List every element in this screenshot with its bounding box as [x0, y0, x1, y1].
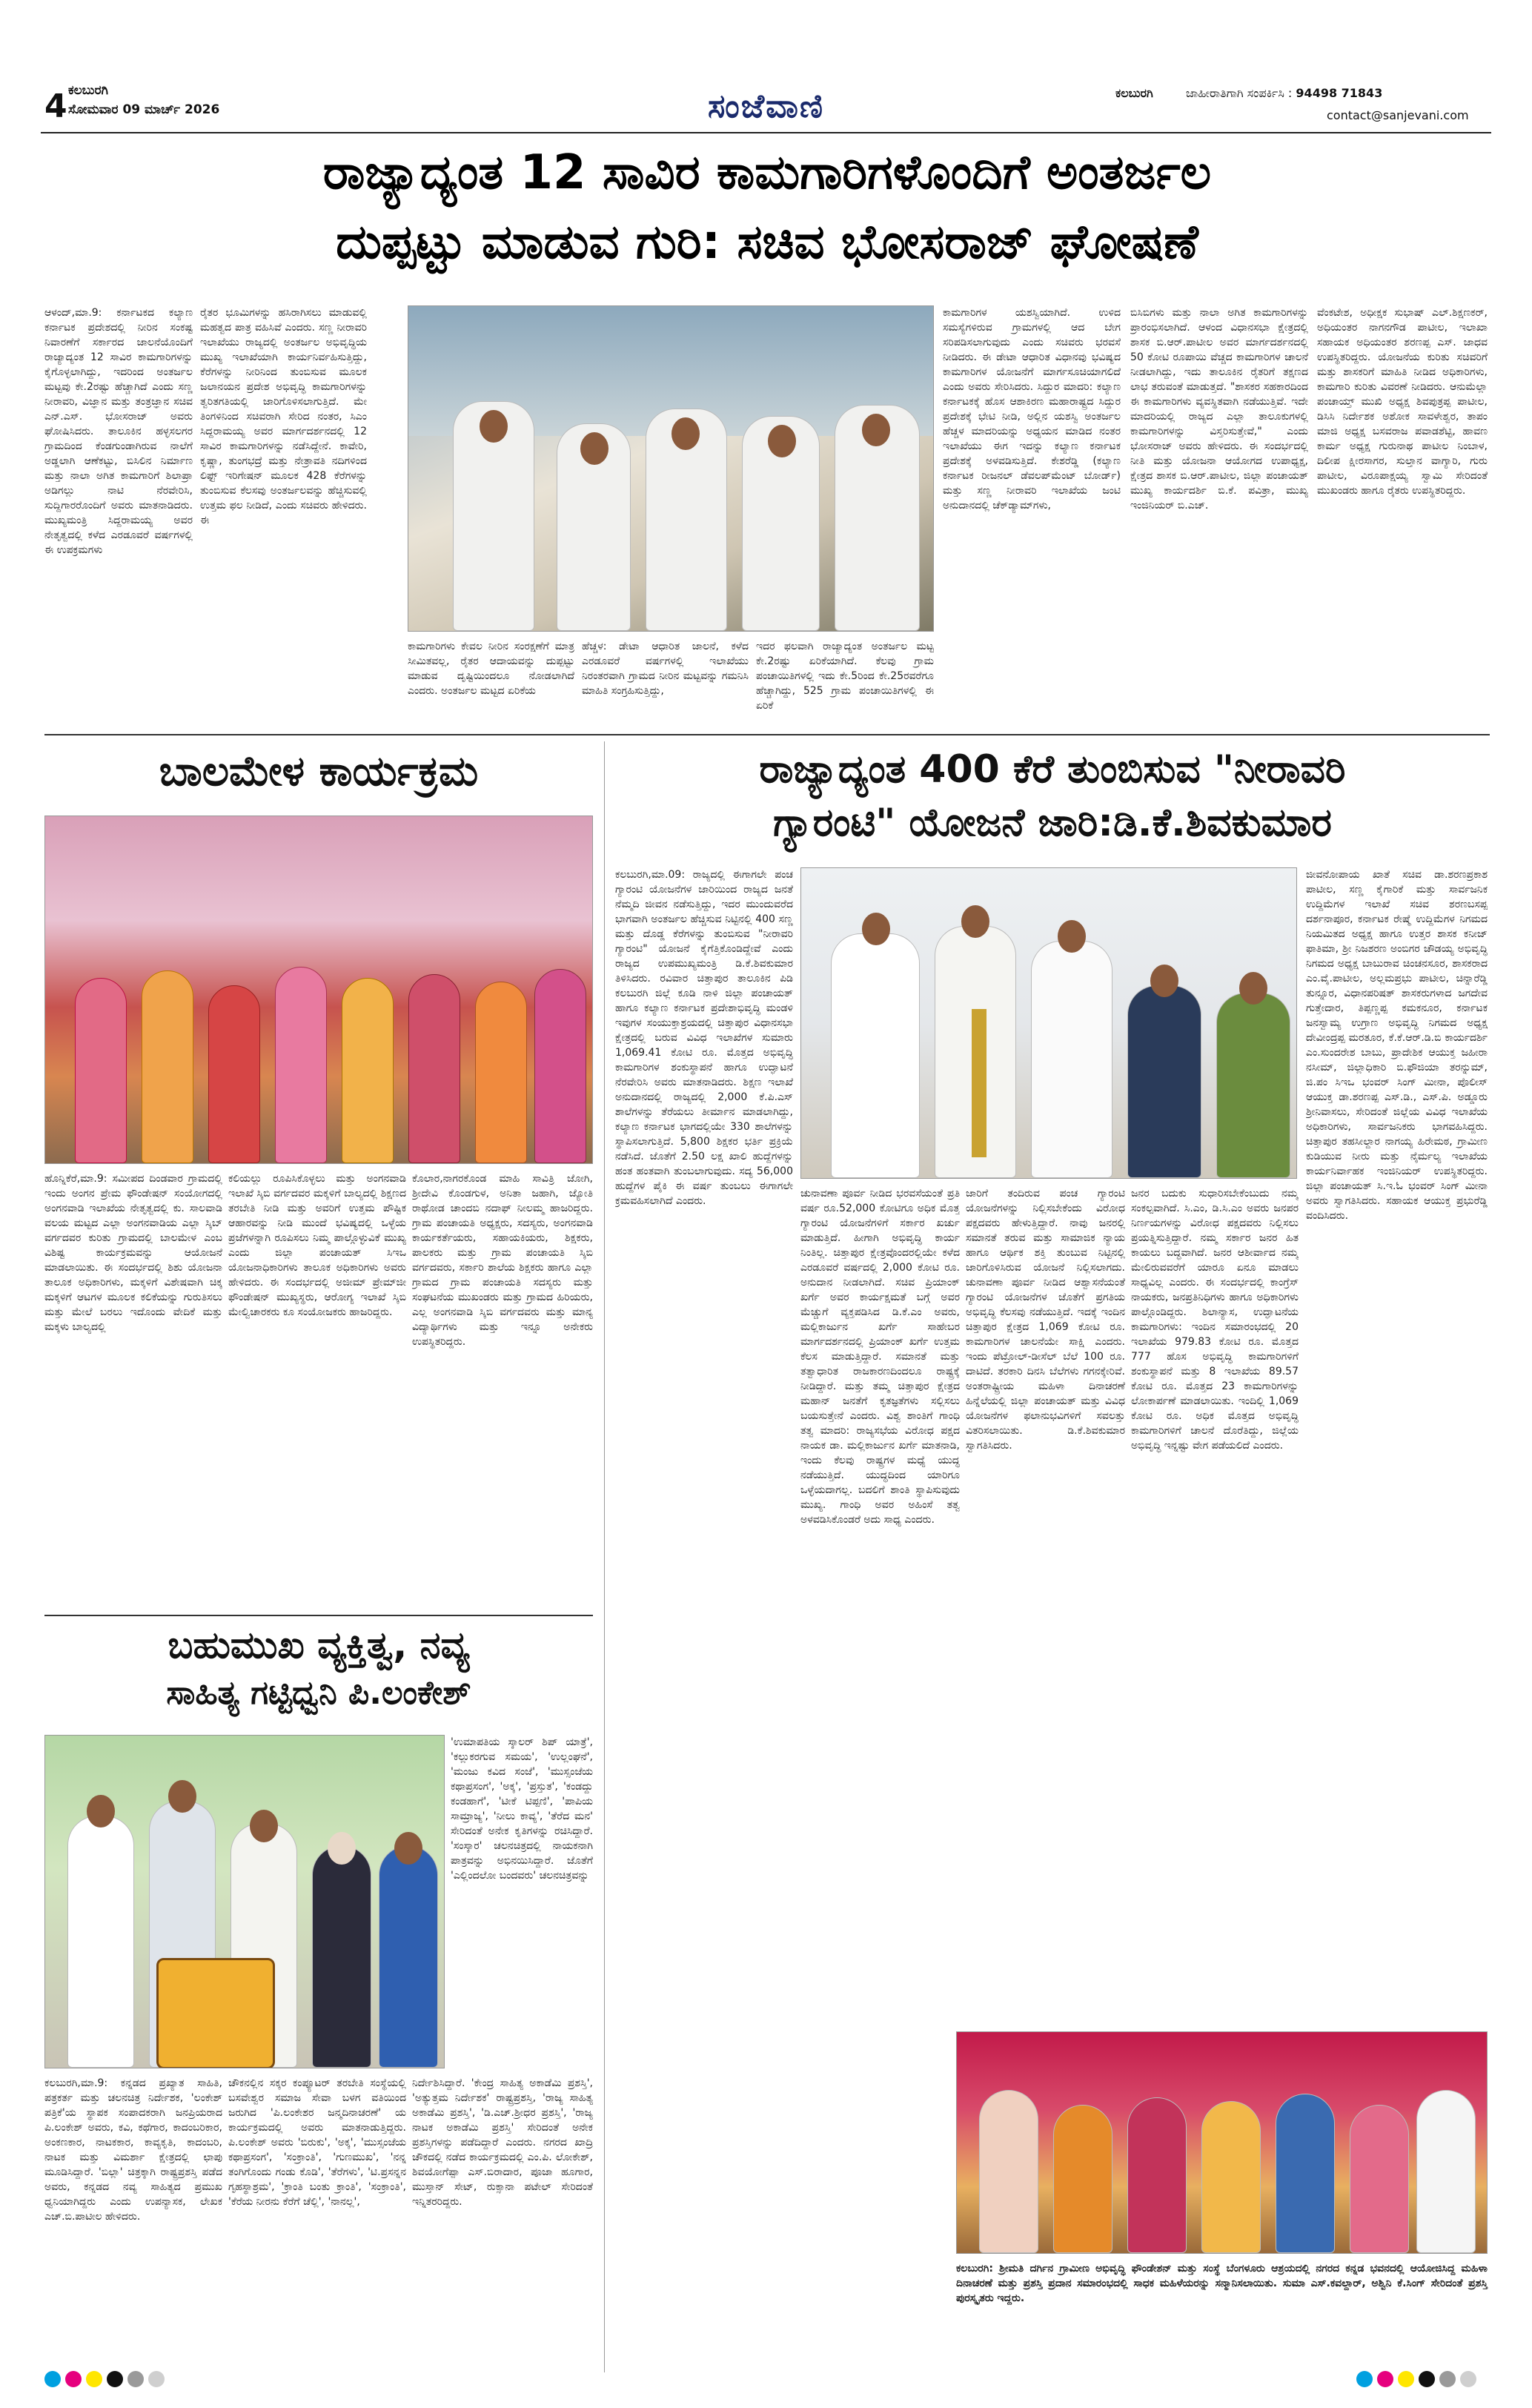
- story1-photo: [408, 305, 934, 632]
- story4-col2: ಚುನಾವಣಾ ಪೂರ್ವ ನೀಡಿದ ಭರವಸೆಯಂತೆ ಪ್ರತಿ ವರ್ಷ ರೂ.52,000 ಕೋಟಿಗೂ ಅಧಿಕ ಮೊತ್ತ ಗ್ಯಾರಂಟಿ ಯೋಜನೆಗಳಿಗೆ ಸರ್ಕಾರ ಖರ್ಚು ಮಾಡುತ್ತಿದೆ. ಹೀಗಾಗಿ ಅಭಿವೃದ್ಧಿ ಕಾರ್ಯ ನಿಂತಿಲ್ಲ. ಚಿತ್ತಾಪುರ ಕ್ಷೇತ್ರವೊಂದರಲ್ಲಿಯೇ ಕಳೆದ ಎರಡೂವರೆ ವರ್ಷದಲ್ಲಿ 2,000 ಕೋಟಿ ರೂ. ಅನುದಾನ ನೀಡಲಾಗಿದೆ. ಸಚಿವ ಪ್ರಿಯಾಂಕ್ ಖರ್ಗೆ ಅವರ ಕಾರ್ಯಕ್ಷಮತೆ ಬಗ್ಗೆ ಅವರ ಮೆಚ್ಚುಗೆ ವ್ಯಕ್ತಪಡಿಸಿದ ಡಿ.ಕೆ.ಎಂ ಅವರು, ಮಲ್ಲಿಕಾರ್ಜುನ ಖರ್ಗೆ ಸಾಹೇಬರ ಮಾರ್ಗದರ್ಶನದಲ್ಲಿ ಪ್ರಿಯಾಂಕ್ ಖರ್ಗೆ ಉತ್ತಮ ಕೆಲಸ ಮಾಡುತ್ತಿದ್ದಾರೆ. ಸಮಾನತೆ ಮತ್ತು ತತ್ವಾಧಾರಿತ ರಾಜಕಾರಣದಿಂದಲೂ ರಾಷ್ಟ್ರಕ್ಕೆ ನೀಡಿದ್ದಾರೆ. ಮತ್ತು ತಮ್ಮ ಚಿತ್ತಾಪುರ ಕ್ಷೇತ್ರದ ಮಹಾನ್ ಜನತೆಗೆ ಕೃತಜ್ಞತೆಗಳು ಸಲ್ಲಿಸಲು ಬಯಸುತ್ತೇನೆ ಎಂದರು. ವಿಶ್ವ ಶಾಂತಿಗೆ ಗಾಂಧಿ ತತ್ವ ಮಾದರಿ: ರಾಜ್ಯಸಭೆಯ ವಿರೋಧ ಪಕ್ಷದ ನಾಯಕ ಡಾ. ಮಲ್ಲಿಕಾರ್ಜುನ ಖರ್ಗೆ ಮಾತನಾಡಿ, ಇಂದು ಕೆಲವು ರಾಷ್ಟ್ರಗಳ ಮಧ್ಯೆ ಯುದ್ಧ ನಡೆಯುತ್ತಿದೆ. ಯುದ್ಧದಿಂದ ಯಾರಿಗೂ ಒಳ್ಳೆಯದಾಗಲ್ಲ. ಬದಲಿಗೆ ಶಾಂತಿ ಸ್ಥಾಪಿಸುವುದು ಮುಖ್ಯ. ಗಾಂಧಿ ಅವರ ಅಹಿಂಸೆ ತತ್ವ ಅಳವಡಿಸಿಕೊಂಡರೆ ಅದು ಸಾಧ್ಯ ಎಂದರು.: [800, 1188, 960, 1526]
- story1-col4: ಹೆಚ್ಚಳ: ಡೇಟಾ ಆಧಾರಿತ ಜಾಲನೆ, ಕಳೆದ ಎರಡೂವರೆ ವರ್ಷಗಳಲ್ಲಿ ಇಲಾಖೆಯು ನಿರಂತರವಾಗಿ ಗ್ರಾಮದ ನೀರಿನ ಮಟ್ಟವನ್ನು ಗಮನಿಸಿ ಮಾಹಿತಿ ಸಂಗ್ರಹಿಸುತ್ತಿದ್ದು,: [582, 641, 749, 697]
- story3-col2: ಚೌಕನಲ್ಲಿನ ಸಕ್ಕರ ಕಂಪ್ಯೂಟರ್ ತರಬೇತಿ ಸಂಸ್ಥೆಯಲ್ಲಿ ಬಸವೇಶ್ವರ ಸಮಾಜ ಸೇವಾ ಬಳಗ ವತಿಯಿಂದ ಜರುಗಿದ 'ಪಿ.ಲಂಕೇಶರ ಜನ್ಮದಿನಾಚರಣೆ' ಯ ಕಾರ್ಯಕ್ರಮದಲ್ಲಿ ಅವರು ಮಾತನಾಡುತ್ತಿದ್ದರು. ಪಿ.ಲಂಕೇಶ್ ಅವರು 'ಬಿರುಕು', 'ಅಕ್ಕ', 'ಮುಸ್ಸಂಜೆಯ ಕಥಾಪ್ರಸಂಗ', 'ಸಂಕ್ರಾಂತಿ', 'ಗುಣಮುಖ', 'ನನ್ನ ತಂಗಿಗೊಂದು ಗಂಡು ಕೊಡಿ', 'ತೆರೆಗಳು', 'ಟಿ.ಪ್ರಸನ್ನನ ಗೃಹಸ್ಥಾಶ್ರಮ', 'ಕ್ರಾಂತಿ ಬಂತು ಕ್ರಾಂತಿ', 'ಸಂಕ್ರಾಂತಿ', 'ಕೆರೆಯ ನೀರನು ಕೆರೆಗೆ ಚೆಲ್ಲಿ', 'ನಾನಲ್ಲ',: [228, 2077, 406, 2208]
- color-dot-yellow: [86, 2371, 102, 2387]
- story3-col3: ನಿರ್ದೇಶಿಸಿದ್ದಾರೆ. 'ಕೇಂದ್ರ ಸಾಹಿತ್ಯ ಅಕಾಡೆಮಿ ಪ್ರಶಸ್ತಿ', 'ಅತ್ಯುತ್ತಮ ನಿರ್ದೇಶಕ' ರಾಷ್ಟ್ರಪ್ರಶಸ್ತಿ, 'ರಾಜ್ಯ ಸಾಹಿತ್ಯ ಅಕಾಡೆಮಿ ಪ್ರಶಸ್ತಿ', 'ಡಿ.ಎಚ್.ಶ್ರೀಧರ ಪ್ರಶಸ್ತಿ', 'ರಾಜ್ಯ ನಾಟಕ ಅಕಾಡೆಮಿ ಪ್ರಶಸ್ತಿ' ಸೇರಿದಂತೆ ಅನೇಕ ಪ್ರಶಸ್ತಿಗಳನ್ನು ಪಡೆದಿದ್ದಾರೆ ಎಂದರು. ನಗರದ ಖಾದ್ರಿ ಚೌಕದಲ್ಲಿ ನಡೆದ ಕಾರ್ಯಕ್ರಮದಲ್ಲಿ ಎಂ.ಪಿ. ಲೋಕೇಶ್, ಶಿವಯೋಗೆಪ್ಪಾ ಎಸ್.ಬಿರಾದಾರ, ಪೂಜಾ ಹೂಗಾರ, ಮುಸ್ತಾನ್ ಸೇಟ್, ರುಕ್ಸಾನಾ ಪಟೇಲ್ ಸೇರಿದಂತೆ ಇನ್ನಿತರರಿದ್ದರು.: [412, 2077, 593, 2208]
- story4-photo-caption: ಕಲಬುರಗಿ: ಶ್ರೀಮತಿ ದರ್ಗಿನ ಗ್ರಾಮೀಣ ಅಭಿವೃದ್ಧಿ ಫೌಂಡೇಶನ್ ಮತ್ತು ಸಂಸ್ಥೆ ಬೆಂಗಳೂರು ಆಶ್ರಯದಲ್ಲಿ ನಗರದ ಕನ್ನಡ ಭವನದಲ್ಲಿ ಆಯೋಜಿಸಿದ್ದ ಮಹಿಳಾ ದಿನಾಚರಣೆ ಮತ್ತು ಪ್ರಶಸ್ತಿ ಪ್ರದಾನ ಸಮಾರಂಭದಲ್ಲಿ ಸಾಧಕ ಮಹಿಳೆಯರನ್ನು ಸನ್ಮಾನಿಸಲಾಯಿತು. ಸುಮಾ ಎಸ್.ಕವಲ್ದಾರ್, ಅಶ್ವಿನಿ ಕೆ.ಸಿಂಗ್ ಸೇರಿದಂತೆ ಪ್ರಶಸ್ತಿ ಪುರಸ್ಕೃತರು ಇದ್ದರು.: [956, 2263, 1488, 2304]
- color-dot-light: [1460, 2371, 1476, 2387]
- story1-col8: ವೆಂಕಟೇಶ, ಅಧೀಕ್ಷಕ ಸುಭಾಷ್ ಎಲ್.ಶಿಕ್ಷಣಕರ್, ಅಧಿಯಂತರ ನಾಗನಗೌಡ ಪಾಟೀಲ, ಇಲಾಖಾ ಸಹಾಯಕ ಅಧಿಯಂತರ ಶರಣಪ್ಪ ಎಸ್. ಜಾಧವ ಉಪಸ್ಥಿತರಿದ್ದರು. ಯೋಜನೆಯ ಕುರಿತು ಸಚಿವರಿಗೆ ಮತ್ತು ಶಾಸಕರಿಗೆ ಮಾಹಿತಿ ನೀಡಿದ ಅಧಿಕಾರಿಗಳು, ಕಾಮಗಾರಿ ಕುರಿತು ವಿವರಣೆ ನೀಡಿದರು. ಆನುಮೆಲ್ಲಾ ಪಂಚಾಯ್ತ್ ಮುಖಿ ಅಧ್ಯಕ್ಷ ಶಿವಪುತ್ರಪ್ಪ ಪಾಟೀಲ, ಡಿಸಿಸಿ ನಿರ್ದೇಶಕ ಅಶೋಕ ಸಾವಳೇಶ್ವರ, ತಾಪಂ ಮಾಜಿ ಅಧ್ಯಕ್ಷ ಬಸವರಾಜ ಪವಾಡಶೆಟ್ಟಿ, ಹಾವಣ ಕಾರ್ಮ ಅಧ್ಯಕ್ಷ ಗುರುನಾಥ ಪಾಟೀಲ ನಿಂಬಾಳ, ದಿಲೀಪ ಕ್ಷೀರಸಾಗರ, ಸುಲ್ತಾನ ವಾಗ್ಯಾರಿ, ಗುರು ಪಾಟೀಲ, ವಿರೂಪಾಕ್ಷಯ್ಯ ಸ್ವಾಮಿ ಸೇರಿದಂತೆ ಮುಖಂಡರು ಹಾಗೂ ರೈತರು ಉಪಸ್ಥಿತರಿದ್ದರು.: [1317, 307, 1488, 497]
- story1-headline-line2: ದುಪ್ಪಟ್ಟು ಮಾಡುವ ಗುರಿ: ಸಚಿವ ಭೋಸರಾಜ್ ಘೋಷಣೆ: [336, 215, 1198, 270]
- story3-side-text: 'ಉಮಾಪತಿಯ ಸ್ಕಾಲರ್ ಶಿಪ್ ಯಾತ್ರೆ', 'ಕಲ್ಲುಕರಗುವ ಸಮಯ', 'ಉಲ್ಲಂಘನೆ', 'ಮಂಜು ಕವಿದ ಸಂಜೆ', 'ಮುಸ್ಸಂಜೆಯ ಕಥಾಪ್ರಸಂಗ', 'ಅಕ್ಕ', 'ಪ್ರಸ್ತುತ', 'ಕಂಡದ್ದು ಕಂಡಹಾಗೆ', 'ಟೀಕೆ ಟಿಪ್ಪಣಿ', 'ಪಾಪಿಯ ಸಾಮ್ರಾಜ್ಯ', 'ನೀಲು ಕಾವ್ಯ', 'ತೆರೆದ ಮನ' ಸೇರಿದಂತೆ ಅನೇಕ ಕೃತಿಗಳನ್ನು ರಚಿಸಿದ್ದಾರೆ. 'ಸಂಸ್ಕಾರ' ಚಲನಚಿತ್ರದಲ್ಲಿ ನಾಯಕನಾಗಿ ಪಾತ್ರವನ್ನು ಅಭಿನಯಿಸಿದ್ದಾರೆ. ಜೊತೆಗೆ 'ಎಲ್ಲಿಂದಲೋ ಬಂದವರು' ಚಲನಚಿತ್ರವನ್ನು: [451, 1736, 593, 1882]
- color-dot-cyan: [1356, 2371, 1373, 2387]
- story2-col2: ಕಲಿಯಲ್ಲು ರೂಪಿಸಿಕೊಳ್ಳಲು ಮತ್ತು ಅಂಗನವಾಡಿ ಇಲಾಖೆ ಸ್ಕಿಬಿ ವರ್ಗದವರ ಮಕ್ಕಳಿಗೆ ಬಾಲ್ಯದಲ್ಲಿ ಶಿಕ್ಷಣದ ತರಬೇತಿ ನೀಡಿ ಮತ್ತು ಅವರಿಗೆ ಉತ್ತಮ ಪೌಷ್ಟಿಕ ಆಹಾರವನ್ನು ನೀಡಿ ಮುಂದೆ ಭವಿಷ್ಯದಲ್ಲಿ ಒಳ್ಳೆಯ ಪ್ರಜೆಗಳನ್ನಾಗಿ ರೂಪಿಸಲು ನಿಮ್ಮ ಪಾಲ್ಗೊಳ್ಳುವಿಕೆ ಮುಖ್ಯ ಎಂದು ಜಿಲ್ಲಾ ಪಂಚಾಯತ್ ಸಿಇಒ ಯೋಜನಾಧಿಕಾರಿಗಳು ತಾಲೂಕ ಅಧಿಕಾರಿಗಳು ಅವರು ಹೇಳಿದರು. ಈ ಸಂದರ್ಭದಲ್ಲಿ ಅಜೀಮ್ ಪ್ರೇಮ್‌ಜೀ ಫೌಂಡೇಷನ್ ಮುಖ್ಯಸ್ಥರು, ಆರೋಗ್ಯ ಇಲಾಖೆ ಸ್ಕಿಬಿ ಮೇಲ್ವಿಚಾರಕರು ಕೂ ಸಂಯೋಜಕರು ಹಾಜರಿದ್ದರು.: [228, 1173, 406, 1318]
- color-dot-gray: [1439, 2371, 1456, 2387]
- story1-col6: ಕಾಮಗಾರಿಗಳ ಯಶಸ್ವಿಯಾಗಿದೆ. ಉಳಿದ ಸಮಸ್ಯೆಗಳಿರುವ ಗ್ರಾಮಗಳಲ್ಲಿ ಆದ ಬೇಗ ಸರಿಪಡಿಸಲಾಗುವುದು ಎಂದು ಸಚಿವರು ಭರವಸೆ ನೀಡಿದರು. ಈ ಡೇಟಾ ಆಧಾರಿತ ವಿಧಾನವು ಭವಿಷ್ಯದ ಕಾಮಗಾರಿಗಳ ಯೋಜನೆಗೆ ಮಾರ್ಗಸೂಚಿಯಾಗಲಿದೆ ಎಂದು ಅವರು ಸೇರಿಸಿದರು. ಸಿದ್ದುರ ಮಾದರಿ: ಕಲ್ಯಾಣ ಕರ್ನಾಟಕಕ್ಕೆ ಹೊಸ ಆಶಾಕಿರಣ ಮಹಾರಾಷ್ಟ್ರದ ಸಿದ್ದುರ ಪ್ರದೇಶಕ್ಕೆ ಭೇಟಿ ನೀಡಿ, ಅಲ್ಲಿನ ಯಶಸ್ವಿ ಅಂತರ್ಜಲ ಹೆಚ್ಚಳ ಮಾದರಿಯನ್ನು ಅಧ್ಯಯನ ಮಾಡಿದ ನಂತರ ಇಲಾಖೆಯು ಈಗ ಇದನ್ನು ಕಲ್ಯಾಣ ಕರ್ನಾಟಕ ಪ್ರದೇಶಕ್ಕೆ ಅಳವಡಿಸುತ್ತಿದೆ. ಕೇಶರೆಡ್ಡಿ (ಕಲ್ಯಾಣ ಕರ್ನಾಟಕ ರೀಜನಲ್ ಡೆವಲಪ್‌ಮೆಂಟ್ ಬೋರ್ಡ್) ಮತ್ತು ಸಣ್ಣ ನೀರಾವರಿ ಇಲಾಖೆಯ ಜಂಟಿ ಅನುದಾನದಲ್ಲಿ ಚೆಕ್‌ಡ್ಯಾಮ್‌ಗಳು,: [943, 307, 1121, 512]
- story4-headline-line2: ಗ್ಯಾರಂಟಿ" ಯೋಜನೆ ಜಾರಿ:ಡಿ.ಕೆ.ಶಿವಕುಮಾರ: [773, 801, 1332, 845]
- story1-col5: ಇದರ ಫಲವಾಗಿ ರಾಜ್ಯಾದ್ಯಂತ ಅಂತರ್ಜಲ ಮಟ್ಟ ಕೇ.2ರಷ್ಟು ಏರಿಕೆಯಾಗಿದೆ. ಕೆಲವು ಗ್ರಾಮ ಪಂಚಾಯಿತಿಗಳಲ್ಲಿ ಇದು ಕೇ.5ರಿಂದ ಕೇ.25ರವರೆಗೂ ಹೆಚ್ಚಾಗಿದ್ದು, 525 ಗ್ರಾಮ ಪಂಚಾಯಿತಿಗಳಲ್ಲಿ ಈ ಏರಿಕೆ: [756, 641, 934, 712]
- story4-col5: ಜೀವನೋಪಾಯ ಖಾತೆ ಸಚಿವ ಡಾ.ಶರಣಪ್ರಕಾಶ ಪಾಟೀಲ, ಸಣ್ಣ ಕೈಗಾರಿಕೆ ಮತ್ತು ಸಾರ್ವಜನಿಕ ಉದ್ದಿಮೆಗಳ ಇಲಾಖೆ ಸಚಿವ ಶರಣಬಸಪ್ಪ ದರ್ಶನಾಪೂರ, ಕರ್ನಾಟಕ ರೇಷ್ಮೆ ಉದ್ದಿಮೆಗಳ ನಿಗಮದ ನಿಯಮಿತದ ಅಧ್ಯಕ್ಷ ಹಾಗೂ ಉತ್ತರ ಶಾಸಕ ಕನೀಜ್ ಫಾತಿಮಾ, ಶ್ರೀ ನಿಜಶರಣ ಅಂಬಿಗರ ಚೌಡಯ್ಯ ಅಭಿವೃದ್ಧಿ ನಿಗಮದ ಅಧ್ಯಕ್ಷ ಬಾಬುರಾವ ಚಿಂಚನಸೂರ, ಶಾಸಕರಾದ ಎಂ.ವೈ.ಪಾಟೀಲ, ಅಲ್ಲಮಪ್ರಭು ಪಾಟೀಲ, ಚಿನ್ನಾರೆಡ್ಡಿ ತುನ್ನೂರ, ವಿಧಾನಪರಿಷತ್ ಶಾಸಕರುಗಳಾದ ಜಗದೇವ ಗುತ್ತೇದಾರ, ತಿಪ್ಪಣ್ಣಪ್ಪ ಕಮಕನೂರ, ಕರ್ನಾಟಕ ಜನಸ್ವಾಮ್ಯ ಉಗ್ರಾಣ ಅಭಿವೃದ್ಧಿ ನಿಗಮದ ಅಧ್ಯಕ್ಷ ದೇವೀಂದ್ರಪ್ಪ ಮರತೂರ, ಕೆ.ಕೆ.ಆರ್.ಡಿ.ಬಿ ಕಾರ್ಯದರ್ಶಿ ಎಂ.ಸುಂದರೇಶ ಬಾಬು, ಪ್ರಾದೇಶಿಕ ಆಯುಕ್ತ ಜಹೀರಾ ನಸೀಮ್, ಜಿಲ್ಲಾಧಿಕಾರಿ ಬಿ.ಫೌಜಿಯಾ ತರನ್ನುಮ್, ಜಿ.ಪಂ ಸಿಇಒ ಭಂವರ್ ಸಿಂಗ್ ಮೀನಾ, ಪೊಲೀಸ್ ಆಯುಕ್ತ ಡಾ.ಶರಣಪ್ಪ ಎಸ್.ಡಿ., ಎಸ್.ಪಿ. ಅಡ್ಡೂರು ಶ್ರೀನಿವಾಸಲು, ಸೇರಿದಂತೆ ಜಿಲ್ಲೆಯ ವಿವಿಧ ಇಲಾಖೆಯ ಅಧಿಕಾರಿಗಳು, ಸಾರ್ವಜನಿಕರು ಭಾಗವಹಿಸಿದ್ದರು. ಚಿತ್ತಾಪುರ ತಹಸೀಲ್ದಾರ ನಾಗಯ್ಯ ಹಿರೇಮಠ, ಗ್ರಾಮೀಣ ಕುಡಿಯುವ ನೀರು ಮತ್ತು ನೈರ್ಮಲ್ಯ ಇಲಾಖೆಯ ಕಾರ್ಯನಿರ್ವಾಹಕ ಇಂಜಿನಿಯರ್ ಉಪಸ್ಥಿತರಿದ್ದರು. ಜಿಲ್ಲಾ ಪಂಚಾಯತ್ ಸಿ.ಇ.ಓ ಭಂವರ್ ಸಿಂಗ್ ಮೀನಾ ಅವರು ಸ್ವಾಗತಿಸಿದರು. ಸಹಾಯಕ ಆಯುಕ್ತ ಪ್ರಭುರೆಡ್ಡಿ ವಂದಿಸಿದರು.: [1306, 869, 1488, 1222]
- header-city-right: ಕಲಬುರಗಿ: [1115, 86, 1153, 100]
- story3-photo: [44, 1735, 445, 2068]
- color-dot-magenta: [65, 2371, 82, 2387]
- story1-bottom-rule: [44, 734, 1490, 735]
- story3-col1: ಕಲಬುರಗಿ,ಮಾ.9: ಕನ್ನಡದ ಪ್ರಖ್ಯಾತ ಸಾಹಿತಿ, ಪತ್ರಕರ್ತ ಮತ್ತು ಚಲನಚಿತ್ರ ನಿರ್ದೇಶಕ, 'ಲಂಕೇಶ್ ಪತ್ರಿಕೆ'ಯ ಸ್ಥಾಪಕ ಸಂಪಾದಕರಾಗಿ ಜನಪ್ರಿಯರಾದ ಪಿ.ಲಂಕೇಶ್ ಅವರು, ಕವಿ, ಕಥೆಗಾರ, ಕಾದಂಬರಿಕಾರ, ಅಂಕಣಕಾರ, ನಾಟಕಕಾರ, ಕಾವ್ಯಕೃತಿ, ಕಾದಂಬರಿ, ನಾಟಕ ಮತ್ತು ವಿಮರ್ಶಾ ಕ್ಷೇತ್ರದಲ್ಲಿ ಛಾಪು ಮೂಡಿಸಿದ್ದಾರೆ. 'ಬಿಲ್ಲಾ' ಚಿತ್ರಕ್ಕಾಗಿ ರಾಷ್ಟ್ರಪ್ರಶಸ್ತಿ ಪಡೆದ ಅವರು, ಕನ್ನಡದ ನವ್ಯ ಸಾಹಿತ್ಯದ ಪ್ರಮುಖ ಧ್ವನಿಯಾಗಿದ್ದರು ಎಂದು ಉಪನ್ಯಾಸಕ, ಲೇಖಕ ಎಚ್.ಬಿ.ಪಾಟೀಲ ಹೇಳಿದರು.: [44, 2077, 222, 2223]
- story2-headline: ಬಾಲಮೇಳ ಕಾರ್ಯಕ್ರಮ: [159, 747, 479, 796]
- story1-headline-line1: ರಾಜ್ಯಾದ್ಯಂತ 12 ಸಾವಿರ ಕಾಮಗಾರಿಗಳೊಂದಿಗೆ ಅಂತರ್ಜಲ: [322, 145, 1212, 200]
- story2-bottom-rule: [44, 1615, 593, 1616]
- header-city-left: ಕಲಬುರಗಿ: [68, 83, 108, 98]
- story1-col2: ರೈತರ ಭೂಮಿಗಳನ್ನು ಹಸಿರಾಗಿಸಲು ಮಾಡುವಲ್ಲಿ ಮಹತ್ವದ ಪಾತ್ರ ವಹಿಸಿವೆ ಎಂದರು. ಸಣ್ಣ ನೀರಾವರಿ ಇಲಾಖೆಯು ರಾಜ್ಯದಲ್ಲಿ ಅಂತರ್ಜಲ ಅಭಿವೃದ್ಧಿಯ ಮುಖ್ಯ ಇಲಾಖೆಯಾಗಿ ಕಾರ್ಯನಿರ್ವಹಿಸುತ್ತಿದ್ದು, ಕೆರೆಗಳನ್ನು ನೀರಿನಿಂದ ತುಂಬಿಸುವ ಮೂಲಕ ಜಲಾನಯನ ಪ್ರದೇಶ ಅಭಿವೃದ್ಧಿ ಕಾಮಗಾರಿಗಳನ್ನು ತ್ವರಿತಗತಿಯಲ್ಲಿ ಜಾರಿಗೊಳಿಸಲಾಗುತ್ತಿದೆ. ಮೇ ತಿಂಗಳಿನಿಂದ ಸಚಿವರಾಗಿ ಸೇರಿದ ನಂತರ, ಸಿಎಂ ಸಿದ್ದರಾಮಯ್ಯ ಅವರ ಮಾರ್ಗದರ್ಶನದಲ್ಲಿ 12 ಸಾವಿರ ಕಾಮಗಾರಿಗಳನ್ನು ನಡೆಸಿದ್ದೇನೆ. ಕಾವೇರಿ, ಕೃಷ್ಣಾ, ತುಂಗಭದ್ರೆ ಮತ್ತು ನೇತ್ರಾವತಿ ನದಿಗಳಿಂದ ಲಿಫ್ಟ್ ಇರಿಗೇಷನ್ ಮೂಲಕ 428 ಕೆರೆಗಳನ್ನು ತುಂಬಿಸುವ ಕೆಲಸವು ಅಂತರ್ಜಲವನ್ನು ಹೆಚ್ಚಿಸುವಲ್ಲಿ ಉತ್ತಮ ಫಲ ನೀಡಿದೆ, ಎಂದು ಸಚಿವರು ಹೇಳಿದರು. ಈ: [200, 307, 367, 526]
- color-dot-black: [1419, 2371, 1435, 2387]
- color-dot-magenta: [1377, 2371, 1393, 2387]
- story4-award-photo: [956, 2031, 1488, 2254]
- header-rule: [41, 132, 1491, 133]
- story4-photo: [800, 867, 1297, 1179]
- masthead: ಸಂಜೆವಾಣಿ: [707, 87, 825, 125]
- color-dot-yellow: [1398, 2371, 1414, 2387]
- story4-headline-line1: ರಾಜ್ಯಾದ್ಯಂತ 400 ಕೆರೆ ತುಂಬಿಸುವ "ನೀರಾವರಿ: [759, 747, 1346, 792]
- story2-col3: ಕೊಲಾರ,ನಾಗರಕೊಂಡ ಮಾಹಿ ಸಾವಿತ್ರಿ ಜೋಗಿ, ಶ್ರೀದೇವಿ ಕೊಂಡಗುಳ, ಅನಿತಾ ಜಹಾಗಿ, ಜ್ಯೋತಿ ರಾಥೋಡ ಚಾಂದಬಿ ನದಾಫ್ ನೀಲಮ್ಮ ಹಾಜರಿದ್ದರು. ಗ್ರಾಮ ಪಂಚಾಯತಿ ಅಧ್ಯಕ್ಷರು, ಸದಸ್ಯರು, ಅಂಗನವಾಡಿ ಕಾರ್ಯಕರ್ತೆಯರು, ಸಹಾಯಕಿಯರು, ಶಿಕ್ಷಕರು, ಪಾಲಕರು ಮತ್ತು ಗ್ರಾಮ ಪಂಚಾಯತಿ ಸ್ಕಿಬಿ ವರ್ಗದವರು, ಸರ್ಕಾರಿ ಶಾಲೆಯ ಶಿಕ್ಷಕರು ಹಾಗೂ ಎಲ್ಲಾ ಗ್ರಾಮದ ಗ್ರಾಮ ಪಂಚಾಯತಿ ಸದಸ್ಯರು ಮತ್ತು ಸಂಘಟನೆಯ ಮುಖಂಡರು ಮತ್ತು ಗ್ರಾಮದ ಹಿರಿಯರು, ಎಲ್ಲ ಅಂಗನವಾಡಿ ಸ್ಕಿಬಿ ವರ್ಗದವರು ಮತ್ತು ಮಾನ್ಯ ವಿದ್ಯಾರ್ಥಿಗಳು ಮತ್ತು ಇನ್ನೂ ಅನೇಕರು ಉಪಸ್ಥಿತರಿದ್ದರು.: [412, 1173, 593, 1348]
- column-divider: [604, 741, 605, 2372]
- footer-color-dots-right: [1356, 2371, 1476, 2387]
- footer-color-dots-left: [44, 2371, 165, 2387]
- color-dot-light: [148, 2371, 165, 2387]
- story3-headline-line2: ಸಾಹಿತ್ಯ ಗಟ್ಟಿಧ್ವನಿ ಪಿ.ಲಂಕೇಶ್: [166, 1674, 471, 1712]
- header-email[interactable]: contact@sanjevani.com: [1327, 108, 1469, 122]
- story2-col1: ಹೊನ್ನಿಕೆರೆ,ಮಾ.9: ಸಮೀಪದ ದಿಂಡವಾರ ಗ್ರಾಮದಲ್ಲಿ ಇಂದು ಅಂಗನ ಪ್ರೇಮ ಫೌಂಡೇಷನ್ ಸಂಯೋಗದಲ್ಲಿ ಅಂಗನವಾಡಿ ಇಲಾಖೆಯ ನೇತೃತ್ವದಲ್ಲಿ ಕು. ಸಾಲವಾಡಿ ವಲಯ ಮಟ್ಟದ ಎಲ್ಲಾ ಅಂಗನವಾಡಿಯ ಎಲ್ಲಾ ಸ್ಕಿಬ್ ವರ್ಗದವರ ಕುರಿತು ಗ್ರಾಮದಲ್ಲಿ ಬಾಲಮೇಳ ಎಂಬ ವಿಶಿಷ್ಟ ಕಾರ್ಯಕ್ರಮವನ್ನು ಆಯೋಜನೆ ಮಾಡಲಾಯಿತು. ಈ ಸಂದರ್ಭದಲ್ಲಿ ಶಿಶು ಯೋಜನಾ ತಾಲೂಕ ಅಧಿಕಾರಿಗಳು, ಮಕ್ಕಳಿಗೆ ವಿಶೇಷವಾಗಿ ಚಿಕ್ಕ ಮಕ್ಕಳಿಗೆ ಆಟಗಳ ಮೂಲಕ ಕಲಿಕೆಯನ್ನು ಗುರುತಿಸಲು ಮತ್ತು ಮೇಲೆ ಬರಲು ಇದೊಂದು ವೇದಿಕೆ ಮತ್ತು ಮಕ್ಕಳು ಬಾಲ್ಯದಲ್ಲಿ: [44, 1173, 222, 1333]
- page-number: 4: [44, 87, 67, 125]
- header-date: ಸೋಮವಾರ 09 ಮಾರ್ಚ್ 2026: [68, 102, 220, 117]
- story1-col3: ಕಾಮಗಾರಿಗಳು ಕೇವಲ ನೀರಿನ ಸಂರಕ್ಷಣೆಗೆ ಮಾತ್ರ ಸೀಮಿತವಲ್ಲ, ರೈತರ ಆದಾಯವನ್ನು ದುಪ್ಪಟ್ಟು ಮಾಡುವ ದೃಷ್ಟಿಯಿಂದಲೂ ನೋಡಲಾಗಿದೆ ಎಂದರು. ಅಂತರ್ಜಲ ಮಟ್ಟದ ಏರಿಕೆಯ: [408, 641, 574, 697]
- story1-col1: ಆಳಂದ್,ಮಾ.9: ಕರ್ನಾಟಕದ ಕಲ್ಯಾಣ ಕರ್ನಾಟಕ ಪ್ರದೇಶದಲ್ಲಿ ನೀರಿನ ಸಂಕಷ್ಟ ನಿವಾರಣೆಗೆ ಸರ್ಕಾರದ ಜಾಲನೆಯೊಂದಿಗೆ ರಾಜ್ಯಾದ್ಯಂತ 12 ಸಾವಿರ ಕಾಮಗಾರಿಗಳನ್ನು ಕೈಗೊಳ್ಳಲಾಗಿದ್ದು, ಇದರಿಂದ ಅಂತರ್ಜಲ ಮಟ್ಟವು ಕೇ.2ರಷ್ಟು ಹೆಚ್ಚಾಗಿದೆ ಎಂದು ಸಣ್ಣ ನೀರಾವರಿ, ವಿಜ್ಞಾನ ಮತ್ತು ತಂತ್ರಜ್ಞಾನ ಸಚಿವ ಎನ್.ಎಸ್. ಭೋಸರಾಜ್ ಅವರು ಘೋಷಿಸಿದರು. ತಾಲೂಕಿನ ಹಳ್ಳಸಲಗರ ಗ್ರಾಮದಿಂದ ಕೆಂಡಗುಂಡಾಗಿರುವ ನಾಲೆಗೆ ಅಡ್ಡಲಾಗಿ ಆಣೆಕಟ್ಟು, ಬಿಸಿಲಿನ ನಿರ್ಮಾಣ ಮತ್ತು ನಾಲಾ ಅಗಿತ ಕಾಮಗಾರಿಗೆ ಶಿಲಾಪ್ರಾ ಅಡಿಗಲ್ಲು ನಾಟಿ ನೆರವೇರಿಸಿ, ಸುದ್ದಿಗಾರರೊಂದಿಗೆ ಅವರು ಮಾತನಾಡಿದರು. ಮುಖ್ಯಮಂತ್ರಿ ಸಿದ್ದರಾಮಯ್ಯ ಅವರ ನೇತೃತ್ವದಲ್ಲಿ ಕಳೆದ ಎರಡೂವರೆ ವರ್ಷಗಳಲ್ಲಿ ಈ ಉಪಕ್ರಮಗಳು: [44, 307, 193, 556]
- story3-headline-line1: ಬಹುಮುಖ ವ್ಯಕ್ತಿತ್ವ, ನವ್ಯ: [168, 1624, 470, 1667]
- story4-col3: ಜಾರಿಗೆ ತಂದಿರುವ ಪಂಚ ಗ್ಯಾರಂಟಿ ಯೋಜನೆಗಳನ್ನು ನಿಲ್ಲಿಸಬೇಕೆಂದು ವಿರೋಧ ಪಕ್ಷದವರು ಹೇಳುತ್ತಿದ್ದಾರೆ. ನಾವು ಜನರಲ್ಲಿ ಸಮಾನತೆ ತರುವ ಮತ್ತು ಸಾಮಾಜಿಕ ನ್ಯಾಯ ಹಾಗೂ ಆರ್ಥಿಕ ಶಕ್ತಿ ತುಂಬುವ ನಿಟ್ಟಿನಲ್ಲಿ ಜಾರಿಗೊಳಿಸಿರುವ ಯೋಜನೆ ನಿಲ್ಲಿಸಲಾಗದು. ಚುನಾವಣಾ ಪೂರ್ವ ನೀಡಿದ ಆಶ್ವಾಸನೆಯಂತೆ ಗ್ಯಾರಂಟಿ ಯೋಜನೆಗಳ ಜೊತೆಗೆ ಪ್ರಗತಿಯ ಅಭಿವೃದ್ಧಿ ಕೆಲಸವು ನಡೆಯುತ್ತಿದೆ. ಇದಕ್ಕೆ ಇಂದಿನ ಚಿತ್ತಾಪುರ ಕ್ಷೇತ್ರದ 1,069 ಕೋಟಿ ರೂ. ಕಾಮಗಾರಿಗಳ ಚಾಲನೆಯೇ ಸಾಕ್ಷಿ ಎಂದರು. ಇಂದು ಪೆಟ್ರೋಲ್-ಡೀಸೆಲ್ ಬೆಲೆ 100 ರೂ. ದಾಟಿದೆ. ತರಕಾರಿ ದಿನಸಿ ಬೆಲೆಗಳು ಗಗನಕ್ಕೇರಿವೆ. ಅಂತರಾಷ್ಟ್ರೀಯ ಮಹಿಳಾ ದಿನಾಚರಣೆ ಹಿನ್ನೆಲೆಯಲ್ಲಿ ಜಿಲ್ಲಾ ಪಂಚಾಯತ್ ಮತ್ತು ವಿವಿಧ ಯೋಜನೆಗಳ ಫಲಾನುಭವಿಗಳಿಗೆ ಸವಲತ್ತು ವಿತರಿಸಲಾಯಿತು. ಡಿ.ಕೆ.ಶಿವಕುಮಾರ ಸ್ವಾಗತಿಸಿದರು.: [966, 1188, 1125, 1452]
- color-dot-gray: [127, 2371, 144, 2387]
- story4-col4: ಜನರ ಬದುಕು ಸುಧಾರಿಸಬೇಕೆಂಬುದು ನಮ್ಮ ಸಂಕಲ್ಪವಾಗಿದೆ. ಸಿ.ಎಂ, ಡಿ.ಸಿ.ಎಂ ಅವರು ಜನಪರ ನಿರ್ಣಯಗಳನ್ನು ವಿರೋಧ ಪಕ್ಷದವರು ನಿಲ್ಲಿಸಲು ಪ್ರಯತ್ನಿಸುತ್ತಿದ್ದಾರೆ. ನಮ್ಮ ಸರ್ಕಾರ ಜನರ ಹಿತ ಕಾಯಲು ಬದ್ಧವಾಗಿದೆ. ಜನರ ಆಶೀರ್ವಾದ ನಮ್ಮ ಮೇಲಿರುವವರೆಗೆ ಯಾರೂ ಏನೂ ಮಾಡಲು ಸಾಧ್ಯವಿಲ್ಲ ಎಂದರು. ಈ ಸಂದರ್ಭದಲ್ಲಿ ಕಾಂಗ್ರೆಸ್ ನಾಯಕರು, ಜನಪ್ರತಿನಿಧಿಗಳು ಹಾಗೂ ಅಧಿಕಾರಿಗಳು ಪಾಲ್ಗೊಂಡಿದ್ದರು. ಶಿಲಾನ್ಯಾಸ, ಉದ್ಘಾಟನೆಯ ಕಾಮಗಾರಿಗಳು: ಇಂದಿನ ಸಮಾರಂಭದಲ್ಲಿ 20 ಇಲಾಖೆಯ 979.83 ಕೋಟಿ ರೂ. ಮೊತ್ತದ 777 ಹೊಸ ಅಭಿವೃದ್ಧಿ ಕಾಮಗಾರಿಗಳಿಗೆ ಶಂಕುಸ್ಥಾಪನೆ ಮತ್ತು 8 ಇಲಾಖೆಯ 89.57 ಕೋಟಿ ರೂ. ಮೊತ್ತದ 23 ಕಾಮಗಾರಿಗಳನ್ನು ಲೋಕಾರ್ಪಣೆ ಮಾಡಲಾಯಿತು. ಇಂದಿಲ್ಲಿ 1,069 ಕೋಟಿ ರೂ. ಅಧಿಕ ಮೊತ್ತದ ಅಭಿವೃದ್ಧಿ ಕಾಮಗಾರಿಗಳಿಗೆ ಚಾಲನೆ ದೊರೆತಿದ್ದು, ಜಿಲ್ಲೆಯ ಅಭಿವೃದ್ಧಿ ಇನ್ನಷ್ಟು ವೇಗ ಪಡೆಯಲಿದೆ ಎಂದರು.: [1131, 1188, 1299, 1452]
- color-dot-cyan: [44, 2371, 61, 2387]
- story4-col1: ಕಲಬುರಗಿ,ಮಾ.09: ರಾಜ್ಯದಲ್ಲಿ ಈಗಾಗಲೇ ಪಂಚ ಗ್ಯಾರಂಟಿ ಯೋಜನೆಗಳ ಜಾರಿಯಿಂದ ರಾಜ್ಯದ ಜನತೆ ನೆಮ್ಮದಿ ಜೀವನ ನಡೆಸುತ್ತಿದ್ದು, ಇದರ ಮುಂದುವರೆದ ಭಾಗವಾಗಿ ಅಂತರ್ಜಲ ಹೆಚ್ಚಿಸುವ ನಿಟ್ಟಿನಲ್ಲಿ 400 ಸಣ್ಣ ಮತ್ತು ದೊಡ್ಡ ಕೆರೆಗಳನ್ನು ತುಂಬಿಸುವ "ನೀರಾವರಿ ಗ್ಯಾರಂಟಿ" ಯೋಜನೆ ಕೈಗೆತ್ತಿಕೊಂಡಿದ್ದೇವೆ ಎಂದು ರಾಜ್ಯದ ಉಪಮುಖ್ಯಮಂತ್ರಿ ಡಿ.ಕೆ.ಶಿವಕುಮಾರ ತಿಳಿಸಿದರು. ರವಿವಾರ ಚಿತ್ತಾಪುರ ತಾಲೂಕಿನ ಪಿಡಿ ಕಲಬುರಗಿ ಜಿಲ್ಲೆ ಕೂಡಿ ನಾಳಿ ಜಿಲ್ಲಾ ಪಂಚಾಯತ್ ಹಾಗೂ ಕಲ್ಯಾಣ ಕರ್ನಾಟಕ ಪ್ರದೇಶಾಭಿವೃದ್ಧಿ ಮಂಡಳಿ ಇವುಗಳ ಸಂಯುಕ್ತಾಶ್ರಯದಲ್ಲಿ ಚಿತ್ತಾಪುರ ವಿಧಾನಸಭಾ ಕ್ಷೇತ್ರದಲ್ಲಿ ಬರುವ ವಿವಿಧ ಇಲಾಖೆಗಳ ಸುಮಾರು 1,069.41 ಕೋಟಿ ರೂ. ಮೊತ್ತದ ಅಭಿವೃದ್ಧಿ ಕಾಮಗಾರಿಗಳ ಶಂಕುಸ್ಥಾಪನೆ ಹಾಗೂ ಉದ್ಘಾಟನೆ ನೆರವೇರಿಸಿ ಅವರು ಮಾತನಾಡಿದರು. ಶಿಕ್ಷಣ ಇಲಾಖೆ ಅನುದಾನದಲ್ಲಿ ರಾಜ್ಯದಲ್ಲಿ 2,000 ಕೆ.ಪಿ.ಎಸ್ ಶಾಲೆಗಳನ್ನು ತೆರೆಯಲು ತೀರ್ಮಾನ ಮಾಡಲಾಗಿದ್ದು, ಕಲ್ಯಾಣ ಕರ್ನಾಟಕ ಭಾಗದಲ್ಲಿಯೇ 330 ಶಾಲೆಗಳನ್ನು ಸ್ಥಾಪಿಸಲಾಗುತ್ತಿದೆ. 5,800 ಶಿಕ್ಷಕರ ಭರ್ತಿ ಪ್ರಕ್ರಿಯೆ ನಡೆಸಿದೆ. ಜೊತೆಗೆ 2.50 ಲಕ್ಷ ಖಾಲಿ ಹುದ್ದೆಗಳನ್ನು ಹಂತ ಹಂತವಾಗಿ ತುಂಬಲಾಗುವುದು. ಸದ್ಯ 56,000 ಹುದ್ದೆಗಳ ಪೈಕಿ ಈ ವರ್ಷ ತುಂಬಲು ಈಗಾಗಲೇ ಕ್ರಮವಹಿಸಲಾಗಿದೆ ಎಂದರು.: [615, 869, 793, 1207]
- story1-col7: ಬಿಸಿಬಿಗಳು ಮತ್ತು ನಾಲಾ ಅಗಿತ ಕಾಮಗಾರಿಗಳನ್ನು ಪ್ರಾರಂಭಿಸಲಾಗಿದೆ. ಆಳಂದ ವಿಧಾನಸಭಾ ಕ್ಷೇತ್ರದಲ್ಲಿ ಶಾಸಕ ಬಿ.ಆರ್.ಪಾಟೀಲ ಅವರ ಮಾರ್ಗದರ್ಶನದಲ್ಲಿ 50 ಕೋಟಿ ರೂಪಾಯಿ ವೆಚ್ಚದ ಕಾಮಗಾರಿಗಳ ಚಾಲನೆ ನೀಡಲಾಗಿದ್ದು, ಇದು ತಾಲೂಕಿನ ರೈತರಿಗೆ ತಕ್ಷಣದ ಲಾಭ ತರುವಂತೆ ಮಾಡುತ್ತದೆ. "ಶಾಸಕರ ಸಹಕಾರದಿಂದ ಈ ಕಾಮಗಾರಿಗಳು ವ್ಯವಸ್ಥಿತವಾಗಿ ನಡೆಯುತ್ತಿವೆ. ಇದೇ ಮಾದರಿಯಲ್ಲಿ ರಾಜ್ಯದ ಎಲ್ಲಾ ತಾಲೂಕುಗಳಲ್ಲಿ ಕಾಮಗಾರಿಗಳನ್ನು ವಿಸ್ತರಿಸುತ್ತೇವೆ," ಎಂದು ಭೋಸರಾಜ್ ಅವರು ಹೇಳಿದರು. ಈ ಸಂದರ್ಭದಲ್ಲಿ ನೀತಿ ಮತ್ತು ಯೋಜನಾ ಆಯೋಗದ ಉಪಾಧ್ಯಕ್ಷ, ಕ್ಷೇತ್ರದ ಶಾಸಕ ಬಿ.ಆರ್.ಪಾಟೀಲ, ಜಿಲ್ಲಾ ಪಂಚಾಯತ್ ಮುಖ್ಯ ಕಾರ್ಯದರ್ಶಿ ಬಿ.ಕೆ. ಪವಿತ್ರಾ, ಮುಖ್ಯ ಇಂಜಿನಿಯರ್ ಬಿ.ಎಚ್.: [1130, 307, 1308, 512]
- story2-photo: [44, 816, 593, 1164]
- color-dot-black: [107, 2371, 123, 2387]
- header-ad-contact: ಜಾಹೀರಾತಿಗಾಗಿ ಸಂಪರ್ಕಿಸಿ : 94498 71843: [1186, 86, 1383, 100]
